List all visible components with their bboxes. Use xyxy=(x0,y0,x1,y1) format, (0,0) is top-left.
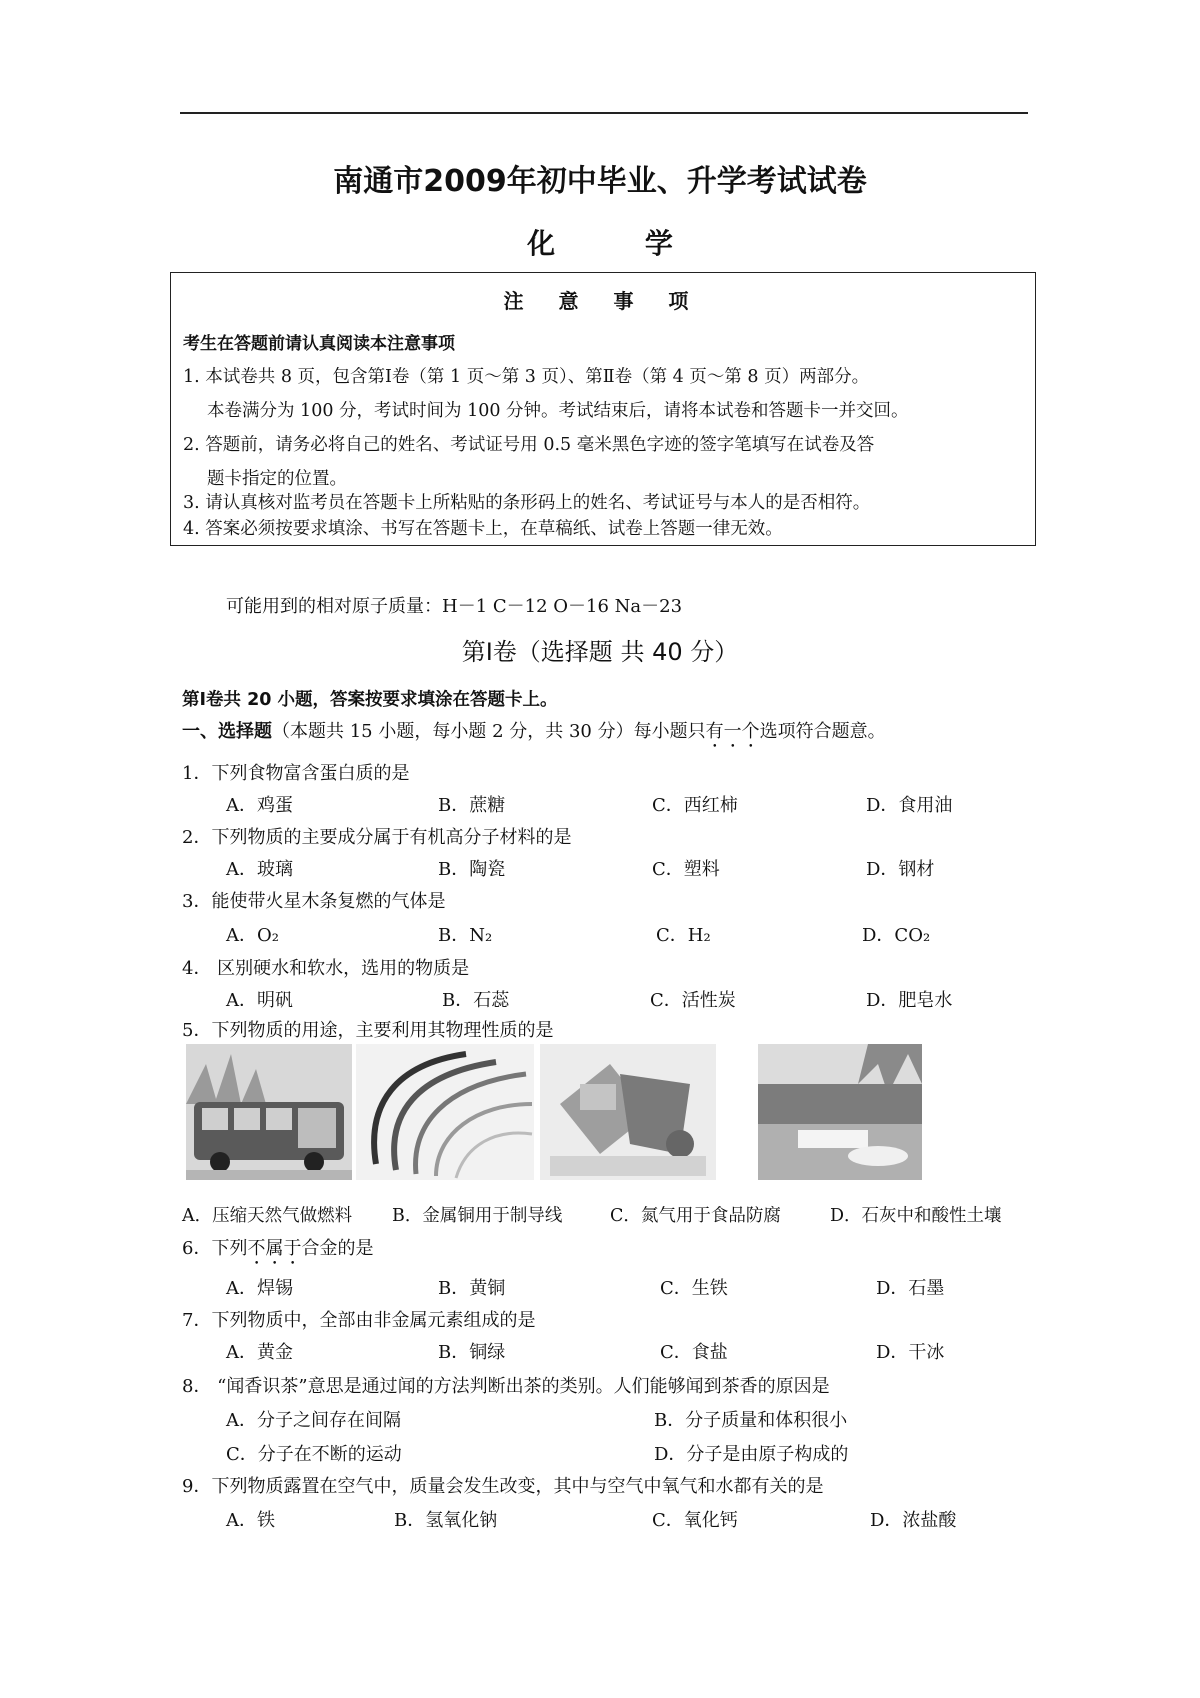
question-7-stem: 7．下列物质中，全部由非金属元素组成的是 xyxy=(182,1310,536,1331)
question-4-option-a: A．明矾 xyxy=(226,990,293,1011)
question-6-option-b: B．黄铜 xyxy=(438,1278,506,1299)
question-4-option-d: D．肥皂水 xyxy=(866,990,953,1011)
question-5-option-c: C．氮气用于食品防腐 xyxy=(610,1206,781,1226)
question-3-stem: 3．能使带火星木条复燃的气体是 xyxy=(182,891,446,912)
question-1-option-d: D．食用油 xyxy=(866,795,953,816)
question-7-option-a: A．黄金 xyxy=(226,1342,293,1363)
bus-photo xyxy=(186,1044,352,1180)
question-3-option-d: D．CO₂ xyxy=(862,925,931,946)
question-9-option-a: A．铁 xyxy=(226,1510,275,1531)
copper-wire-photo xyxy=(356,1044,534,1180)
section-1-prefix: 一、选择题 xyxy=(182,721,272,742)
question-6-option-a: A．焊锡 xyxy=(226,1278,293,1299)
question-5-option-d: D．石灰中和酸性土壤 xyxy=(830,1206,1002,1226)
question-4-option-b: B．石蕊 xyxy=(442,990,510,1011)
notice-line-2b: 题卡指定的位置。 xyxy=(207,469,347,489)
question-2-option-c: C．塑料 xyxy=(652,859,720,880)
question-6-stem-pre: 6．下列 xyxy=(182,1238,248,1259)
subject-title: 化 学 xyxy=(527,227,713,260)
question-3-option-b: B．N₂ xyxy=(438,925,493,946)
food-packaging-photo xyxy=(540,1044,716,1180)
atomic-mass-label: 可能用到的相对原子质量： xyxy=(226,596,442,617)
part-title: 第Ⅰ卷（选择题 共 40 分） xyxy=(461,638,739,666)
question-9-option-c: C．氧化钙 xyxy=(652,1510,738,1531)
question-9-option-b: B．氢氧化钠 xyxy=(394,1510,498,1531)
notice-box xyxy=(170,272,1036,546)
question-8-stem: 8． “闻香识茶”意思是通过闻的方法判断出茶的类别。人们能够闻到茶香的原因是 xyxy=(182,1376,830,1397)
question-4-option-c: C．活性炭 xyxy=(650,990,736,1011)
question-8-option-b: B．分子质量和体积很小 xyxy=(654,1410,848,1431)
lime-soil-photo xyxy=(758,1044,922,1180)
question-6-stem-emphasis: 不属于 xyxy=(247,1238,302,1259)
question-5-option-a: A．压缩天然气做燃料 xyxy=(182,1206,353,1226)
question-8-option-a: A．分子之间存在间隔 xyxy=(226,1410,401,1431)
question-5-option-b: B．金属铜用于制导线 xyxy=(392,1206,563,1226)
question-2-stem: 2．下列物质的主要成分属于有机高分子材料的是 xyxy=(182,827,572,848)
question-5-stem: 5．下列物质的用途，主要利用其物理性质的是 xyxy=(182,1020,554,1041)
notice-line-2: 2. 答题前，请务必将自己的姓名、考试证号用 0.5 毫米黑色字迹的签字笔填写在试卷及答 xyxy=(183,435,875,455)
section-1-emphasis: 有一个 xyxy=(705,721,760,742)
notice-intro: 考生在答题前请认真阅读本注意事项 xyxy=(183,334,455,354)
part-note: 第Ⅰ卷共 20 小题，答案按要求填涂在答题卡上。 xyxy=(182,690,558,710)
question-7-option-b: B．铜绿 xyxy=(438,1342,506,1363)
question-3-option-c: C．H₂ xyxy=(656,925,711,946)
question-8-option-d: D．分子是由原子构成的 xyxy=(654,1444,849,1465)
question-1-stem: 1．下列食物富含蛋白质的是 xyxy=(182,763,410,784)
question-9-stem: 9．下列物质露置在空气中，质量会发生改变，其中与空气中氧气和水都有关的是 xyxy=(182,1476,824,1497)
question-2-option-a: A．玻璃 xyxy=(226,859,293,880)
question-1-option-a: A．鸡蛋 xyxy=(226,795,293,816)
question-9-option-d: D．浓盐酸 xyxy=(870,1510,957,1531)
section-1-heading xyxy=(182,717,886,752)
question-6-option-c: C．生铁 xyxy=(660,1278,728,1299)
section-1-suffix: 选项符合题意。 xyxy=(759,721,886,742)
question-6-stem xyxy=(182,1234,373,1269)
notice-line-4: 4. 答案必须按要求填涂、书写在答题卡上，在草稿纸、试卷上答题一律无效。 xyxy=(183,519,783,539)
atomic-mass-line xyxy=(226,592,682,618)
question-7-option-c: C．食盐 xyxy=(660,1342,728,1363)
question-8-option-c: C．分子在不断的运动 xyxy=(226,1444,402,1465)
notice-line-3: 3. 请认真核对监考员在答题卡上所粘贴的条形码上的姓名、考试证号与本人的是否相符。 xyxy=(183,493,871,513)
top-rule xyxy=(180,112,1028,114)
notice-heading: 注 意 事 项 xyxy=(503,289,703,313)
question-6-option-d: D．石墨 xyxy=(876,1278,945,1299)
question-7-option-d: D．干冰 xyxy=(876,1342,945,1363)
question-6-stem-post: 合金的是 xyxy=(301,1238,374,1259)
question-1-option-c: C．西红柿 xyxy=(652,795,738,816)
notice-line-1: 1. 本试卷共 8 页，包含第Ⅰ卷（第 1 页～第 3 页）、第Ⅱ卷（第 4 页～第 8 页）两部分。 xyxy=(183,367,870,387)
question-3-option-a: A．O₂ xyxy=(226,925,279,946)
question-4-stem: 4． 区别硬水和软水，选用的物质是 xyxy=(182,958,470,979)
question-1-option-b: B．蔗糖 xyxy=(438,795,506,816)
exam-title: 南通市2009年初中毕业、升学考试试卷 xyxy=(333,164,867,199)
question-2-option-d: D．钢材 xyxy=(866,859,935,880)
question-2-option-b: B．陶瓷 xyxy=(438,859,506,880)
atomic-mass-values: H－1 C－12 O－16 Na－23 xyxy=(442,596,683,617)
notice-line-1b: 本卷满分为 100 分，考试时间为 100 分钟。考试结束后，请将本试卷和答题卡一并交回。 xyxy=(207,401,909,421)
section-1-desc: （本题共 15 小题，每小题 2 分，共 30 分）每小题只 xyxy=(272,721,706,742)
